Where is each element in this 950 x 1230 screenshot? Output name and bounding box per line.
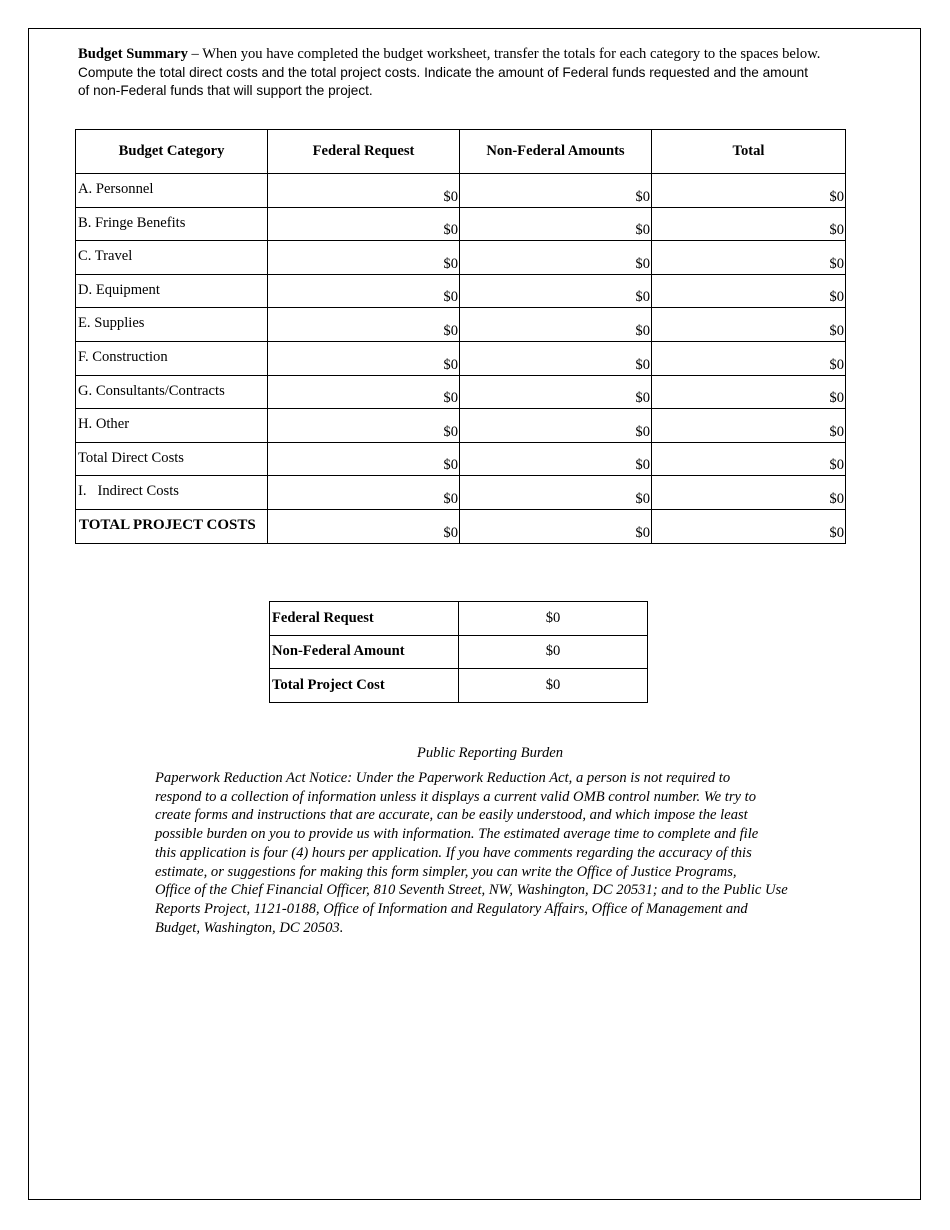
non-federal-amount-field[interactable]: $0 bbox=[460, 509, 652, 543]
summary-row bbox=[270, 669, 648, 703]
total-amount-field[interactable]: $0 bbox=[652, 241, 846, 275]
budget-category-cell: D. Equipment bbox=[76, 274, 268, 308]
federal-request-field[interactable]: $0 bbox=[268, 174, 460, 208]
non-federal-amount-field[interactable]: $0 bbox=[460, 174, 652, 208]
federal-request-field[interactable]: $0 bbox=[268, 409, 460, 443]
budget-category-cell: TOTAL PROJECT COSTS bbox=[76, 509, 268, 543]
summary-row bbox=[270, 635, 648, 669]
federal-request-field[interactable]: $0 bbox=[268, 476, 460, 510]
total-amount-field[interactable]: $0 bbox=[652, 274, 846, 308]
federal-request-field[interactable]: $0 bbox=[268, 375, 460, 409]
notice-line: this application is four (4) hours per application. If you have comments regarding the accuracy of this bbox=[155, 844, 752, 861]
budget-category-cell: I. Indirect Costs bbox=[76, 476, 268, 510]
total-amount-field[interactable]: $0 bbox=[652, 409, 846, 443]
total-amount-field[interactable]: $0 bbox=[652, 308, 846, 342]
summary-value-field[interactable]: $0 bbox=[459, 635, 648, 669]
total-amount-field[interactable]: $0 bbox=[652, 174, 846, 208]
summary-row bbox=[270, 602, 648, 636]
budget-category-cell: H. Other bbox=[76, 409, 268, 443]
total-amount-field[interactable]: $0 bbox=[652, 375, 846, 409]
total-amount-field[interactable]: $0 bbox=[652, 442, 846, 476]
public-reporting-burden-title: Public Reporting Burden bbox=[416, 745, 564, 761]
total-amount-field[interactable]: $0 bbox=[652, 476, 846, 510]
summary-value-field[interactable]: $0 bbox=[459, 669, 648, 703]
funding-summary-table bbox=[269, 601, 648, 703]
table-row bbox=[76, 442, 846, 476]
federal-request-field[interactable]: $0 bbox=[268, 274, 460, 308]
budget-category-cell: F. Construction bbox=[76, 341, 268, 375]
federal-request-field[interactable]: $0 bbox=[268, 509, 460, 543]
table-row bbox=[76, 174, 846, 208]
table-row bbox=[76, 207, 846, 241]
table-row bbox=[76, 509, 846, 543]
table-header-row bbox=[76, 130, 846, 174]
notice-line: create forms and instructions that are accurate, can be easily understood, and which impose the least bbox=[155, 807, 748, 824]
non-federal-amount-field[interactable]: $0 bbox=[460, 341, 652, 375]
budget-category-cell: Total Direct Costs bbox=[76, 442, 268, 476]
intro-line-1 bbox=[78, 45, 878, 64]
total-amount-field[interactable]: $0 bbox=[652, 341, 846, 375]
table-row bbox=[76, 409, 846, 443]
budget-category-cell: C. Travel bbox=[76, 241, 268, 275]
notice-line: Paperwork Reduction Act Notice: Under the Paperwork Reduction Act, a person is not required to bbox=[155, 770, 731, 786]
notice-line: possible burden on you to provide us with information. The estimated average time to complete and file bbox=[155, 826, 759, 843]
federal-request-field[interactable]: $0 bbox=[268, 207, 460, 241]
budget-category-cell: E. Supplies bbox=[76, 308, 268, 342]
header-federal-request: Federal Request bbox=[268, 130, 460, 174]
summary-label: Total Project Cost bbox=[270, 669, 459, 703]
non-federal-amount-field[interactable]: $0 bbox=[460, 207, 652, 241]
total-amount-field[interactable]: $0 bbox=[652, 509, 846, 543]
budget-category-cell: B. Fringe Benefits bbox=[76, 207, 268, 241]
non-federal-amount-field[interactable]: $0 bbox=[460, 375, 652, 409]
federal-request-field[interactable]: $0 bbox=[268, 341, 460, 375]
non-federal-amount-field[interactable]: $0 bbox=[460, 274, 652, 308]
table-row bbox=[76, 375, 846, 409]
summary-label: Federal Request bbox=[270, 602, 459, 636]
federal-request-field[interactable]: $0 bbox=[268, 241, 460, 275]
notice-line: respond to a collection of information unless it displays a current valid OMB control number. We try to bbox=[155, 788, 756, 805]
header-budget-category: Budget Category bbox=[76, 130, 268, 174]
federal-request-field[interactable]: $0 bbox=[268, 442, 460, 476]
table-row bbox=[76, 274, 846, 308]
header-non-federal-amounts: Non-Federal Amounts bbox=[460, 130, 652, 174]
notice-line: Office of the Chief Financial Officer, 810 Seventh Street, NW, Washington, DC 20531; and to the Public Use bbox=[155, 882, 788, 899]
header-total: Total bbox=[652, 130, 846, 174]
notice-line: Budget, Washington, DC 20503. bbox=[155, 919, 344, 936]
table-row bbox=[76, 341, 846, 375]
paperwork-reduction-notice bbox=[155, 769, 845, 937]
summary-label: Non-Federal Amount bbox=[270, 635, 459, 669]
non-federal-amount-field[interactable]: $0 bbox=[460, 409, 652, 443]
non-federal-amount-field[interactable]: $0 bbox=[460, 241, 652, 275]
summary-value-field[interactable]: $0 bbox=[459, 602, 648, 636]
budget-category-cell: G. Consultants/Contracts bbox=[76, 375, 268, 409]
table-row bbox=[76, 308, 846, 342]
total-amount-field[interactable]: $0 bbox=[652, 207, 846, 241]
intro-line-2: Compute the total direct costs and the total project costs. Indicate the amount of Federal funds requested and the amount bbox=[78, 64, 808, 80]
budget-category-cell: A. Personnel bbox=[76, 174, 268, 208]
notice-line: estimate, or suggestions for making this form simpler, you can write the Office of Justice Programs, bbox=[155, 863, 737, 880]
table-row bbox=[76, 241, 846, 275]
non-federal-amount-field[interactable]: $0 bbox=[460, 442, 652, 476]
intro-title: Budget Summary bbox=[78, 46, 188, 62]
notice-line: Reports Project, 1121-0188, Office of Information and Regulatory Affairs, Office of Management and bbox=[155, 900, 748, 917]
intro-line-3: of non-Federal funds that will support the project. bbox=[78, 83, 373, 99]
budget-category-table bbox=[75, 129, 846, 544]
non-federal-amount-field[interactable]: $0 bbox=[460, 476, 652, 510]
intro-line-1-text: – When you have completed the budget worksheet, transfer the totals for each category to the spaces below. bbox=[187, 46, 821, 62]
budget-summary-instructions bbox=[78, 45, 878, 101]
table-row bbox=[76, 476, 846, 510]
federal-request-field[interactable]: $0 bbox=[268, 308, 460, 342]
non-federal-amount-field[interactable]: $0 bbox=[460, 308, 652, 342]
